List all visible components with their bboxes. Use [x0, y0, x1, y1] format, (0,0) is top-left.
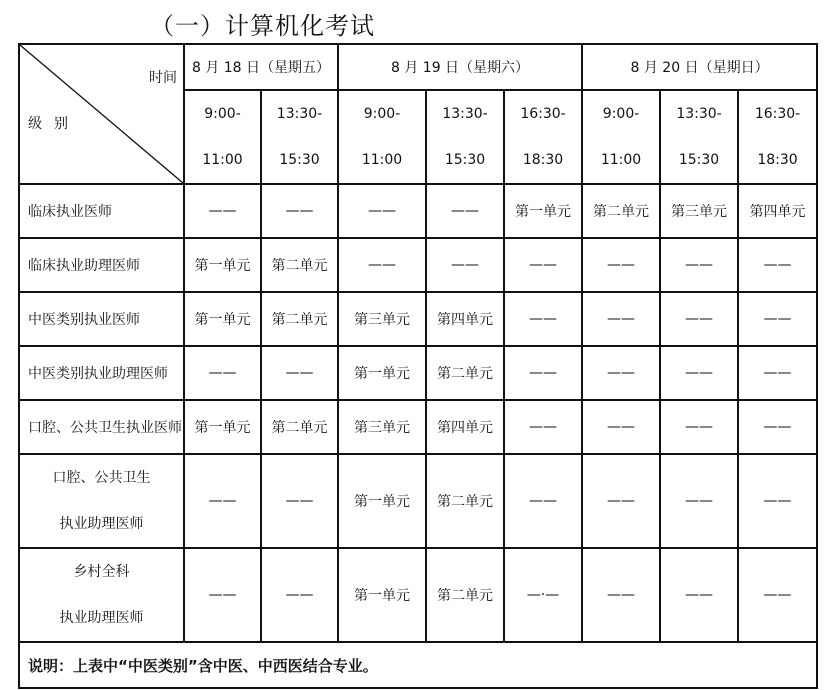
table-cell: 第二单元: [426, 454, 504, 548]
table-cell: ——: [582, 292, 660, 346]
day-header: 8 月 19 日（星期六）: [338, 44, 582, 90]
table-cell: 第一单元: [338, 346, 426, 400]
table-row: [19, 548, 817, 642]
table-row: [19, 292, 817, 346]
table-cell: 第三单元: [338, 400, 426, 454]
table-cell: ——: [504, 292, 582, 346]
level-name: 中医类别执业助理医师: [19, 346, 184, 400]
table-cell: ——: [738, 292, 817, 346]
table-cell: ——: [504, 346, 582, 400]
table-cell: —·—: [504, 548, 582, 642]
table-cell: ——: [738, 454, 817, 548]
table-cell: 第二单元: [261, 400, 338, 454]
table-cell: ——: [184, 184, 261, 238]
exam-schedule-table: [18, 43, 818, 689]
time-slot: 13:30- 15:30: [426, 90, 504, 184]
day-header: 8 月 20 日（星期日）: [582, 44, 817, 90]
footnote: 说明：上表中“中医类别”含中医、中西医结合专业。: [19, 642, 817, 688]
table-cell: 第一单元: [338, 548, 426, 642]
time-slot: 9:00- 11:00: [184, 90, 261, 184]
level-name: 中医类别执业医师: [19, 292, 184, 346]
table-cell: 第三单元: [660, 184, 738, 238]
table-cell: ——: [582, 238, 660, 292]
table-cell: 第一单元: [184, 238, 261, 292]
table-cell: ——: [504, 454, 582, 548]
table-cell: ——: [660, 548, 738, 642]
table-row: [19, 400, 817, 454]
table-cell: ——: [338, 184, 426, 238]
table-cell: 第二单元: [582, 184, 660, 238]
level-name: 口腔、公共卫生执业医师: [19, 400, 184, 454]
table-cell: 第三单元: [338, 292, 426, 346]
time-slot: 9:00- 11:00: [582, 90, 660, 184]
table-cell: ——: [660, 346, 738, 400]
table-cell: ——: [184, 454, 261, 548]
table-cell: 第四单元: [426, 400, 504, 454]
table-cell: ——: [582, 346, 660, 400]
time-slot: 13:30- 15:30: [660, 90, 738, 184]
table-cell: 第一单元: [504, 184, 582, 238]
table-cell: 第四单元: [426, 292, 504, 346]
table-cell: ——: [660, 292, 738, 346]
table-row: [19, 454, 817, 548]
table-cell: 第二单元: [261, 238, 338, 292]
table-cell: 第一单元: [184, 292, 261, 346]
level-label: 级别: [28, 116, 80, 132]
table-row: [19, 346, 817, 400]
table-cell: ——: [261, 548, 338, 642]
time-slot: 9:00- 11:00: [338, 90, 426, 184]
level-name: 口腔、公共卫生 执业助理医师: [19, 454, 184, 548]
table-row: [19, 238, 817, 292]
table-cell: ——: [261, 346, 338, 400]
level-name: 临床执业医师: [19, 184, 184, 238]
time-label: 时间: [149, 70, 177, 86]
table-cell: ——: [504, 238, 582, 292]
table-cell: ——: [582, 454, 660, 548]
table-cell: ——: [504, 400, 582, 454]
time-slot: 16:30- 18:30: [738, 90, 817, 184]
table-cell: ——: [261, 454, 338, 548]
table-cell: ——: [582, 400, 660, 454]
table-cell: ——: [426, 238, 504, 292]
table-cell: 第一单元: [338, 454, 426, 548]
table-cell: ——: [184, 346, 261, 400]
level-name: 临床执业助理医师: [19, 238, 184, 292]
level-name: 乡村全科 执业助理医师: [19, 548, 184, 642]
table-cell: 第四单元: [738, 184, 817, 238]
table-cell: ——: [184, 548, 261, 642]
table-cell: ——: [582, 548, 660, 642]
table-cell: ——: [738, 400, 817, 454]
table-cell: ——: [738, 238, 817, 292]
time-slot: 13:30- 15:30: [261, 90, 338, 184]
table-cell: ——: [338, 238, 426, 292]
table-cell: 第二单元: [426, 346, 504, 400]
table-cell: ——: [426, 184, 504, 238]
table-cell: ——: [738, 346, 817, 400]
table-cell: ——: [660, 400, 738, 454]
table-cell: ——: [660, 454, 738, 548]
table-row: [19, 184, 817, 238]
table-cell: 第二单元: [261, 292, 338, 346]
table-cell: 第二单元: [426, 548, 504, 642]
table-cell: ——: [738, 548, 817, 642]
day-header: 8 月 18 日（星期五）: [184, 44, 338, 90]
table-cell: 第一单元: [184, 400, 261, 454]
table-cell: ——: [660, 238, 738, 292]
table-cell: ——: [261, 184, 338, 238]
time-slot: 16:30- 18:30: [504, 90, 582, 184]
header-diagonal-cell: [19, 44, 184, 184]
section-title: （一）计算机化考试: [150, 12, 375, 40]
